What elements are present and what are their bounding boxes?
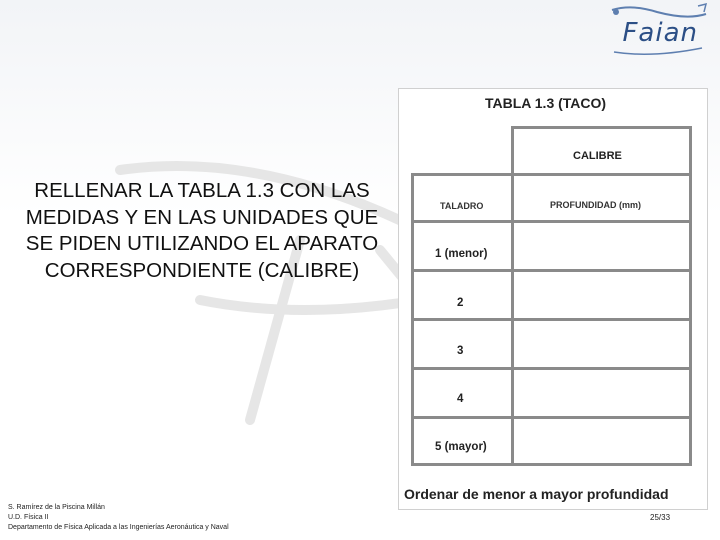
page-number: 25/33 [650, 513, 671, 522]
table-row: 2 [457, 297, 464, 309]
table-row: 5 (mayor) [435, 441, 487, 453]
table-title: TABLA 1.3 (TACO) [485, 95, 607, 111]
credits-unit: U.D. Física II [8, 514, 49, 521]
table-row: 4 [457, 393, 464, 405]
table-footer: Ordenar de menor a mayor profundidad [404, 486, 669, 502]
credits-department: Departamento de Física Aplicada a las Ingenierías Aeronáutica y Naval [8, 524, 229, 531]
instruction-text: RELLENAR LA TABLA 1.3 CON LAS MEDIDAS Y EN LAS UNIDADES QUE SE PIDEN UTILIZANDO EL APARATO CORRESPONDIENTE (CALIBRE) [25, 179, 379, 282]
credits [8, 503, 229, 533]
logo-text: Faian [622, 18, 698, 48]
taladro-header: TALADRO [440, 201, 484, 211]
table-row: 3 [457, 345, 464, 357]
credits-author: S. Ramírez de la Piscina Millán [8, 504, 105, 511]
table-grid [411, 126, 692, 466]
calibre-header: CALIBRE [573, 150, 622, 162]
table-image [398, 88, 708, 510]
table-row: 1 (menor) [435, 248, 488, 260]
profundidad-header: PROFUNDIDAD (mm) [550, 200, 641, 210]
